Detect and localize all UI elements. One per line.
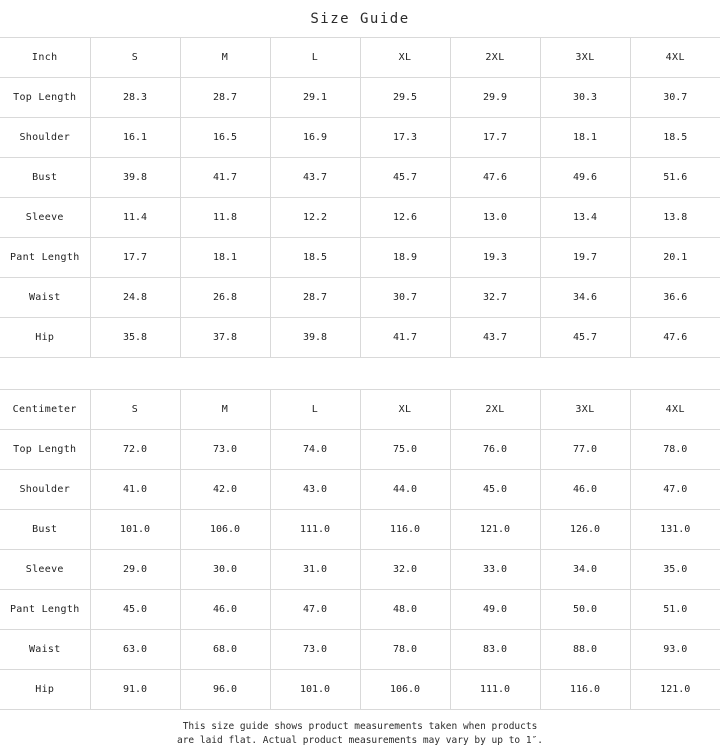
cell: 24.8 [90, 278, 180, 318]
row-label-waist: Waist [0, 630, 90, 670]
cell: 47.0 [270, 590, 360, 630]
cell: 126.0 [540, 510, 630, 550]
size-table-centimeter-body [0, 390, 720, 710]
row-label-top-length: Top Length [0, 430, 90, 470]
cell: 91.0 [90, 670, 180, 710]
cell: 18.1 [540, 118, 630, 158]
cell: 32.7 [450, 278, 540, 318]
cell: 77.0 [540, 430, 630, 470]
size-header-4xl: 4XL [630, 38, 720, 78]
page-title: Size Guide [310, 11, 410, 27]
row-label-bust: Bust [0, 510, 90, 550]
cell: 18.9 [360, 238, 450, 278]
row-label-pant-length: Pant Length [0, 238, 90, 278]
size-header-4xl: 4XL [630, 390, 720, 430]
cell: 111.0 [450, 670, 540, 710]
table-row [0, 198, 720, 238]
cell: 78.0 [630, 430, 720, 470]
cell: 75.0 [360, 430, 450, 470]
cell: 17.7 [90, 238, 180, 278]
cell: 39.8 [90, 158, 180, 198]
cell: 18.1 [180, 238, 270, 278]
row-label-sleeve: Sleeve [0, 550, 90, 590]
cell: 29.5 [360, 78, 450, 118]
cell: 13.0 [450, 198, 540, 238]
cell: 16.5 [180, 118, 270, 158]
cell: 131.0 [630, 510, 720, 550]
cell: 121.0 [450, 510, 540, 550]
table-row [0, 590, 720, 630]
cell: 12.6 [360, 198, 450, 238]
cell: 101.0 [90, 510, 180, 550]
row-label-hip: Hip [0, 670, 90, 710]
unit-header-inch: Inch [0, 38, 90, 78]
table-header-row [0, 390, 720, 430]
cell: 12.2 [270, 198, 360, 238]
size-header-m: M [180, 38, 270, 78]
cell: 30.3 [540, 78, 630, 118]
cell: 47.6 [450, 158, 540, 198]
cell: 106.0 [360, 670, 450, 710]
size-header-s: S [90, 38, 180, 78]
table-row [0, 670, 720, 710]
cell: 20.1 [630, 238, 720, 278]
cell: 17.7 [450, 118, 540, 158]
cell: 16.9 [270, 118, 360, 158]
cell: 111.0 [270, 510, 360, 550]
cell: 19.7 [540, 238, 630, 278]
table-row [0, 470, 720, 510]
cell: 28.7 [270, 278, 360, 318]
cell: 34.0 [540, 550, 630, 590]
cell: 44.0 [360, 470, 450, 510]
table-row [0, 78, 720, 118]
cell: 11.4 [90, 198, 180, 238]
cell: 51.6 [630, 158, 720, 198]
cell: 76.0 [450, 430, 540, 470]
cell: 37.8 [180, 318, 270, 358]
cell: 19.3 [450, 238, 540, 278]
table-divider [0, 358, 720, 389]
table-row [0, 278, 720, 318]
cell: 35.0 [630, 550, 720, 590]
cell: 48.0 [360, 590, 450, 630]
table-row [0, 630, 720, 670]
table-row [0, 118, 720, 158]
cell: 26.8 [180, 278, 270, 318]
table-row [0, 550, 720, 590]
cell: 45.7 [540, 318, 630, 358]
cell: 18.5 [270, 238, 360, 278]
cell: 51.0 [630, 590, 720, 630]
cell: 47.6 [630, 318, 720, 358]
row-label-shoulder: Shoulder [0, 118, 90, 158]
cell: 74.0 [270, 430, 360, 470]
cell: 30.7 [360, 278, 450, 318]
size-header-m: M [180, 390, 270, 430]
cell: 31.0 [270, 550, 360, 590]
size-header-s: S [90, 390, 180, 430]
size-table-inch [0, 37, 720, 358]
cell: 63.0 [90, 630, 180, 670]
cell: 16.1 [90, 118, 180, 158]
size-header-l: L [270, 38, 360, 78]
cell: 73.0 [270, 630, 360, 670]
cell: 93.0 [630, 630, 720, 670]
unit-header-centimeter: Centimeter [0, 390, 90, 430]
size-table-inch-body [0, 38, 720, 358]
cell: 49.6 [540, 158, 630, 198]
cell: 39.8 [270, 318, 360, 358]
cell: 78.0 [360, 630, 450, 670]
cell: 34.6 [540, 278, 630, 318]
cell: 41.7 [360, 318, 450, 358]
cell: 50.0 [540, 590, 630, 630]
cell: 11.8 [180, 198, 270, 238]
table-row [0, 430, 720, 470]
table-header-row [0, 38, 720, 78]
cell: 30.7 [630, 78, 720, 118]
row-label-bust: Bust [0, 158, 90, 198]
row-label-shoulder: Shoulder [0, 470, 90, 510]
cell: 68.0 [180, 630, 270, 670]
cell: 29.0 [90, 550, 180, 590]
cell: 13.8 [630, 198, 720, 238]
cell: 83.0 [450, 630, 540, 670]
cell: 101.0 [270, 670, 360, 710]
cell: 46.0 [540, 470, 630, 510]
row-label-top-length: Top Length [0, 78, 90, 118]
cell: 45.7 [360, 158, 450, 198]
table-row [0, 510, 720, 550]
size-header-3xl: 3XL [540, 38, 630, 78]
size-header-2xl: 2XL [450, 38, 540, 78]
cell: 17.3 [360, 118, 450, 158]
cell: 73.0 [180, 430, 270, 470]
table-row [0, 318, 720, 358]
footnote-line-2: are laid flat. Actual product measurements may vary by up to 1″. [176, 735, 544, 746]
table-row [0, 238, 720, 278]
cell: 106.0 [180, 510, 270, 550]
cell: 43.0 [270, 470, 360, 510]
row-label-hip: Hip [0, 318, 90, 358]
size-header-3xl: 3XL [540, 390, 630, 430]
cell: 46.0 [180, 590, 270, 630]
table-row [0, 158, 720, 198]
cell: 33.0 [450, 550, 540, 590]
size-header-2xl: 2XL [450, 390, 540, 430]
cell: 32.0 [360, 550, 450, 590]
cell: 29.9 [450, 78, 540, 118]
cell: 88.0 [540, 630, 630, 670]
cell: 43.7 [270, 158, 360, 198]
cell: 29.1 [270, 78, 360, 118]
cell: 13.4 [540, 198, 630, 238]
cell: 42.0 [180, 470, 270, 510]
cell: 45.0 [450, 470, 540, 510]
cell: 18.5 [630, 118, 720, 158]
cell: 116.0 [540, 670, 630, 710]
cell: 41.7 [180, 158, 270, 198]
cell: 28.3 [90, 78, 180, 118]
cell: 36.6 [630, 278, 720, 318]
cell: 45.0 [90, 590, 180, 630]
size-header-xl: XL [360, 390, 450, 430]
footnote-line-1: This size guide shows product measurements taken when products [182, 721, 538, 732]
cell: 41.0 [90, 470, 180, 510]
cell: 35.8 [90, 318, 180, 358]
cell: 47.0 [630, 470, 720, 510]
cell: 72.0 [90, 430, 180, 470]
row-label-pant-length: Pant Length [0, 590, 90, 630]
cell: 30.0 [180, 550, 270, 590]
cell: 116.0 [360, 510, 450, 550]
cell: 43.7 [450, 318, 540, 358]
size-table-centimeter [0, 389, 720, 710]
cell: 96.0 [180, 670, 270, 710]
size-header-xl: XL [360, 38, 450, 78]
cell: 28.7 [180, 78, 270, 118]
size-header-l: L [270, 390, 360, 430]
cell: 49.0 [450, 590, 540, 630]
row-label-waist: Waist [0, 278, 90, 318]
row-label-sleeve: Sleeve [0, 198, 90, 238]
cell: 121.0 [630, 670, 720, 710]
size-guide-footnote [0, 710, 720, 748]
